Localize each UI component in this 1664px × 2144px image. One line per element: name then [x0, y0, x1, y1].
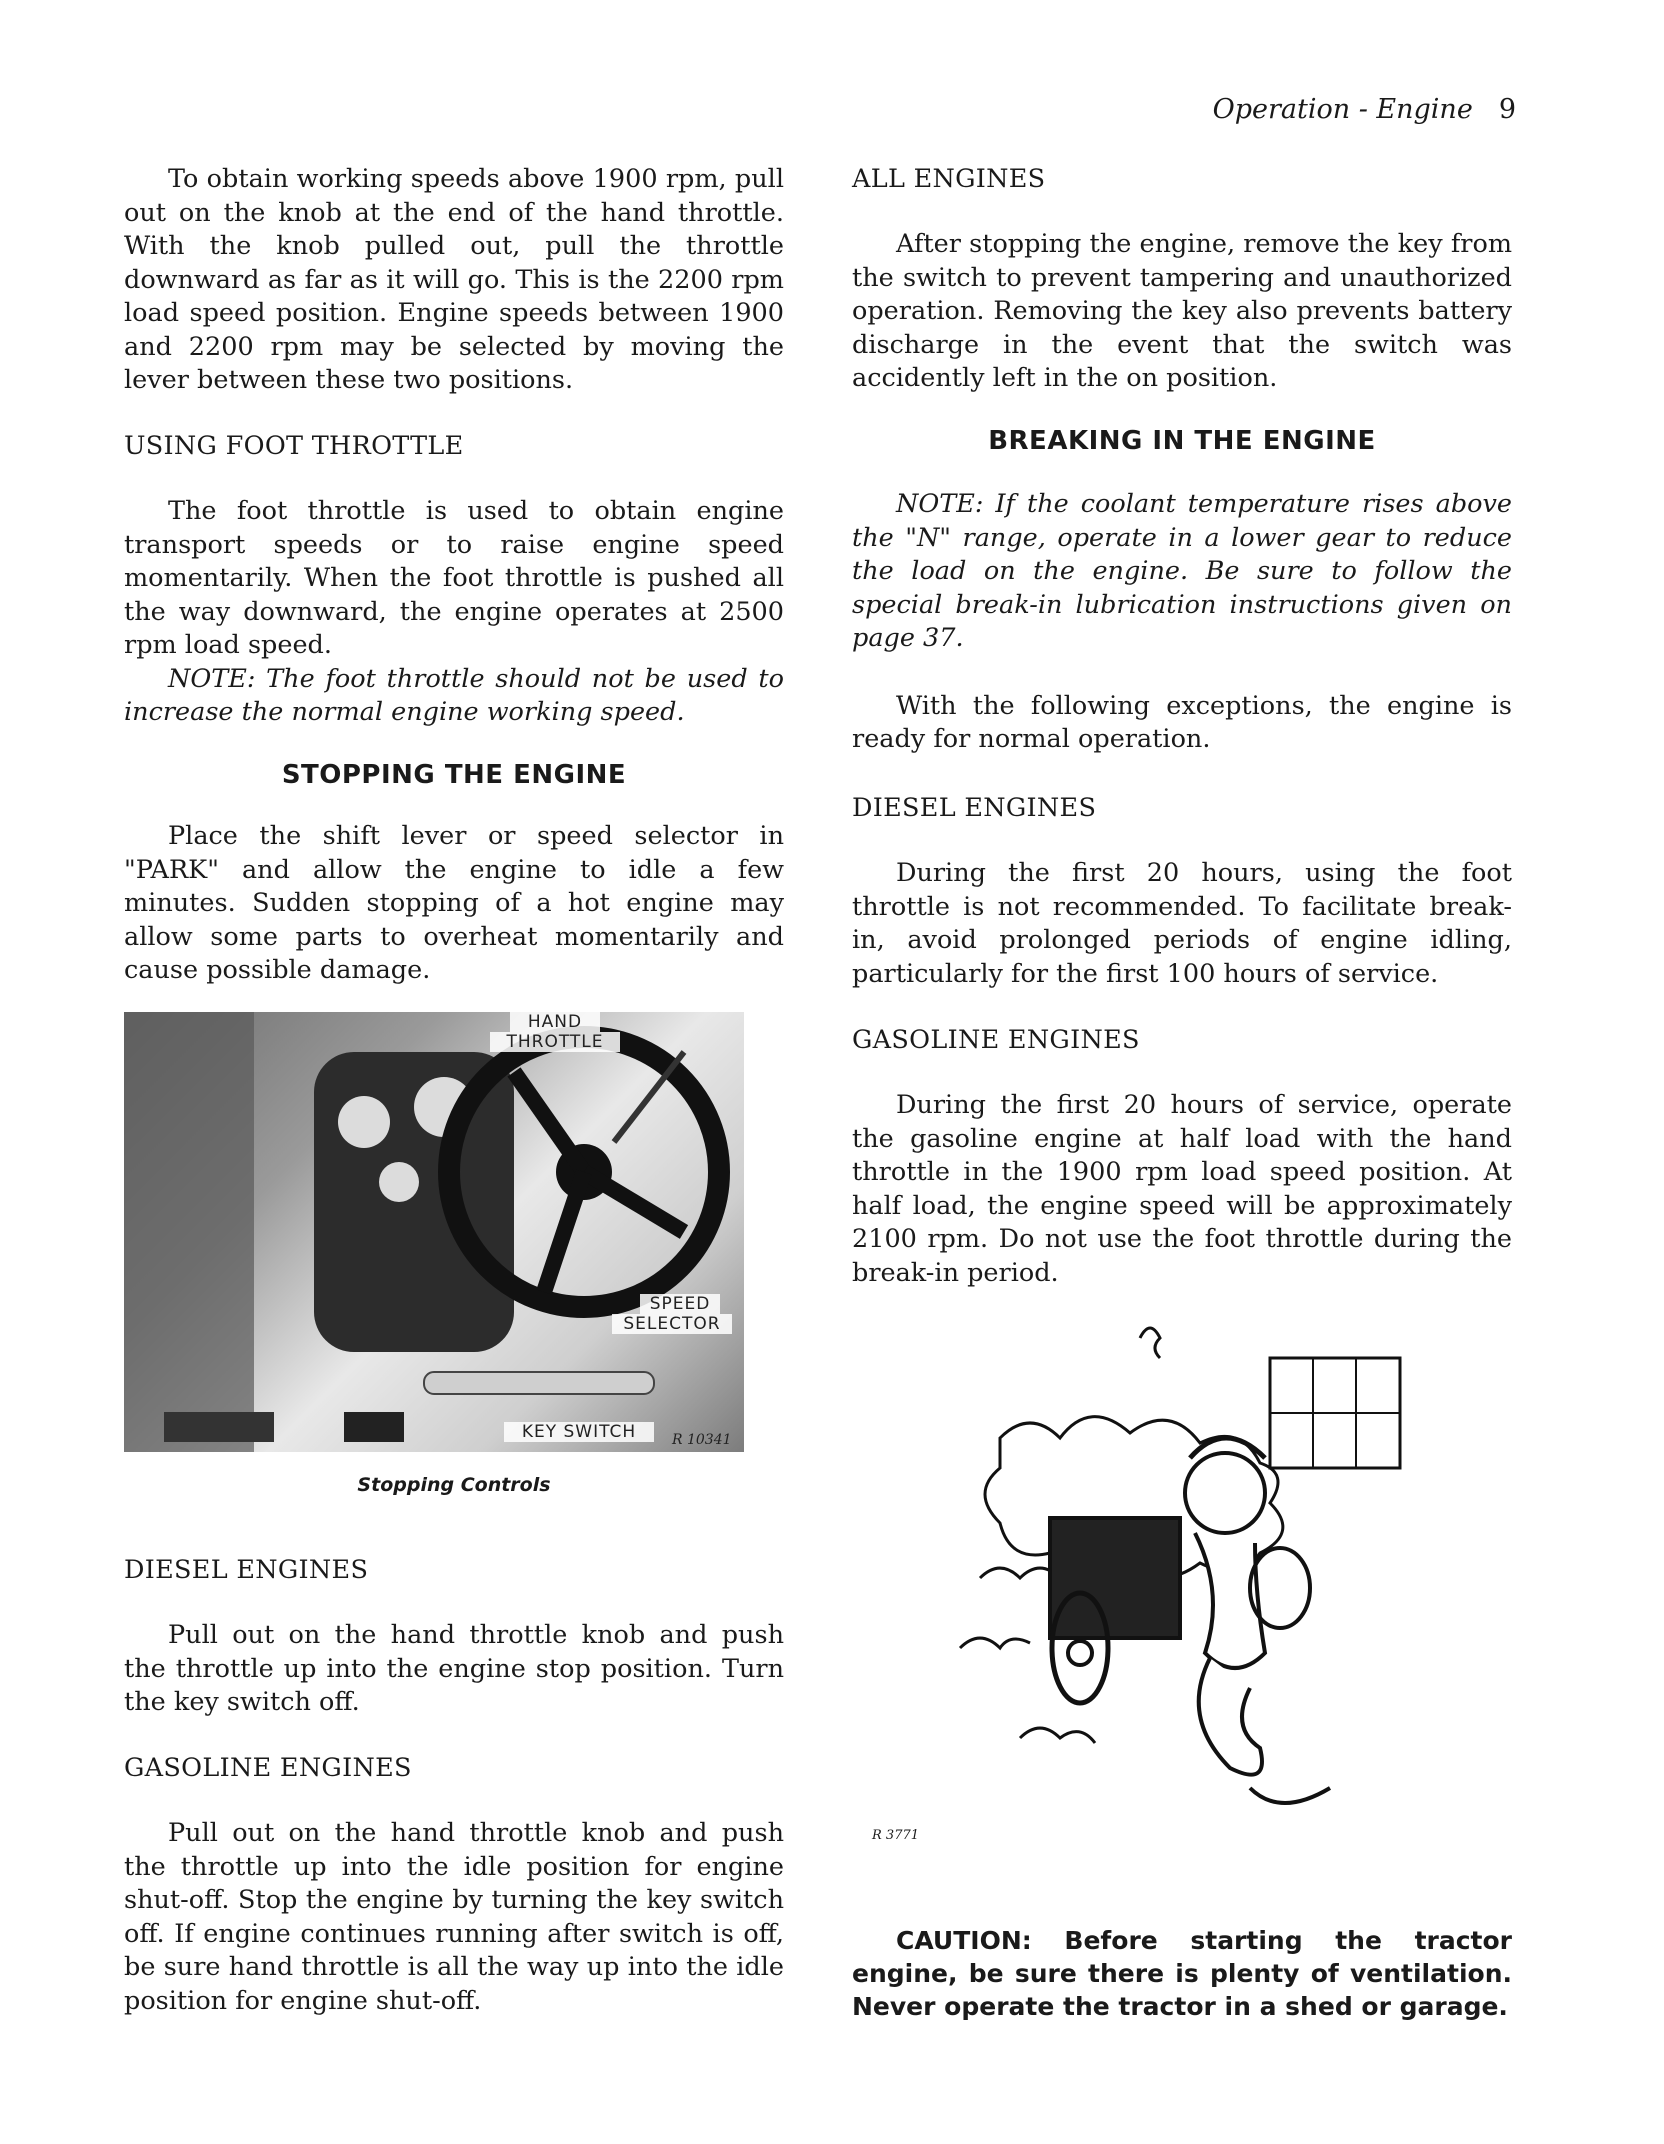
left-intro-block — [124, 163, 784, 398]
exceptions-paragraph: With the following exceptions, the engine is ready for normal operation. — [852, 690, 1512, 754]
caution-block — [852, 1924, 1512, 2023]
running-header — [1150, 94, 1516, 125]
right-diesel-paragraph: During the first 20 hours, using the foot throttle is not recommended. To facilitate break-in, avoid prolonged periods of engine idling, particularly for the first 100 hours of service. — [852, 858, 1512, 989]
smoky-tractor-cartoon — [940, 1318, 1440, 1838]
all-engines-section — [852, 163, 1512, 396]
right-gasoline-heading: GASOLINE ENGINES — [852, 1025, 1140, 1055]
breaking-in-section — [852, 426, 1512, 757]
breaking-in-note: NOTE: If the coolant temperature rises above the "N" range, operate in a lower gear to reduce the load on the engine. Be sure to follow the special break-in lubrication instructions given on page 37. — [852, 489, 1512, 653]
stopping-paragraph: Place the shift lever or speed selector in "PARK" and allow the engine to idle a few minutes. Sudden stopping of a hot engine may allow some parts to overheat momentarily and cause possible damage. — [124, 821, 784, 985]
right-gasoline-paragraph: During the first 20 hours of service, operate the gasoline engine at half load with the hand throttle in the 1900 rpm load speed position. At half load, the engine speed will be approximately 2100 rpm. Do not use the foot throttle during the break-in period. — [852, 1090, 1512, 1288]
intro-paragraph: To obtain working speeds above 1900 rpm, pull out on the knob at the end of the hand throttle. With the knob pulled out, pull the throttle downward as far as it will go. This is the 2200 rpm load speed position. Engine speeds between 1900 and 2200 rpm may be selected by moving the lever between these two positions. — [124, 164, 784, 395]
page-number: 9 — [1498, 94, 1516, 125]
photo-reference-id: R 10341 — [672, 1432, 732, 1448]
cartoon-drawing — [940, 1318, 1440, 1838]
foot-throttle-note: NOTE: The foot throttle should not be used to increase the normal engine working speed. — [124, 663, 784, 727]
label-hand: HAND — [510, 1012, 600, 1032]
stopping-heading: STOPPING THE ENGINE — [281, 760, 627, 790]
stopping-section — [124, 760, 784, 988]
left-diesel-paragraph: Pull out on the hand throttle knob and push the throttle up into the engine stop position. Turn the key switch off. — [124, 1620, 784, 1717]
left-gasoline-heading: GASOLINE ENGINES — [124, 1753, 412, 1783]
left-gasoline-section — [124, 1752, 784, 2018]
foot-throttle-heading: USING FOOT THROTTLE — [124, 431, 464, 461]
foot-throttle-paragraph: The foot throttle is used to obtain engine transport speeds or to raise engine speed momentarily. When the foot throttle is pushed all the way downward, the engine operates at 2500 rpm load speed. — [124, 496, 784, 660]
all-engines-paragraph: After stopping the engine, remove the key from the switch to prevent tampering and unauthorized operation. Removing the key also prevents battery discharge in the event that the switch was accidently left in the on position. — [852, 229, 1512, 393]
left-diesel-heading: DIESEL ENGINES — [124, 1555, 369, 1585]
label-throttle: THROTTLE — [490, 1032, 620, 1052]
label-key-switch: KEY SWITCH — [504, 1422, 654, 1442]
photo-caption: Stopping Controls — [357, 1474, 551, 1496]
left-gasoline-paragraph: Pull out on the hand throttle knob and push the throttle up into the idle position for engine shut-off. Stop the engine by turning the key switch off. If engine continues running after switch is off, be sure hand throttle is all the way up into the idle position for engine shut-off. — [124, 1818, 784, 2016]
foot-throttle-section — [124, 430, 784, 730]
stopping-controls-photo — [124, 1012, 744, 1452]
dashboard-illustration — [124, 1012, 744, 1452]
section-title: Operation - Engine — [1212, 94, 1473, 125]
all-engines-heading: ALL ENGINES — [852, 164, 1046, 194]
right-diesel-heading: DIESEL ENGINES — [852, 793, 1097, 823]
right-diesel-section — [852, 792, 1512, 991]
label-speed: SPEED — [640, 1294, 720, 1314]
right-gasoline-section — [852, 1024, 1512, 1290]
label-selector: SELECTOR — [612, 1314, 732, 1334]
left-diesel-section — [124, 1554, 784, 1720]
breaking-in-heading: BREAKING IN THE ENGINE — [988, 426, 1376, 456]
caution-text: CAUTION: Before starting the tractor engine, be sure there is plenty of ventilation. Never operate the tractor in a shed or garage. — [852, 1926, 1512, 2021]
cartoon-reference-id: R 3771 — [872, 1828, 920, 1843]
